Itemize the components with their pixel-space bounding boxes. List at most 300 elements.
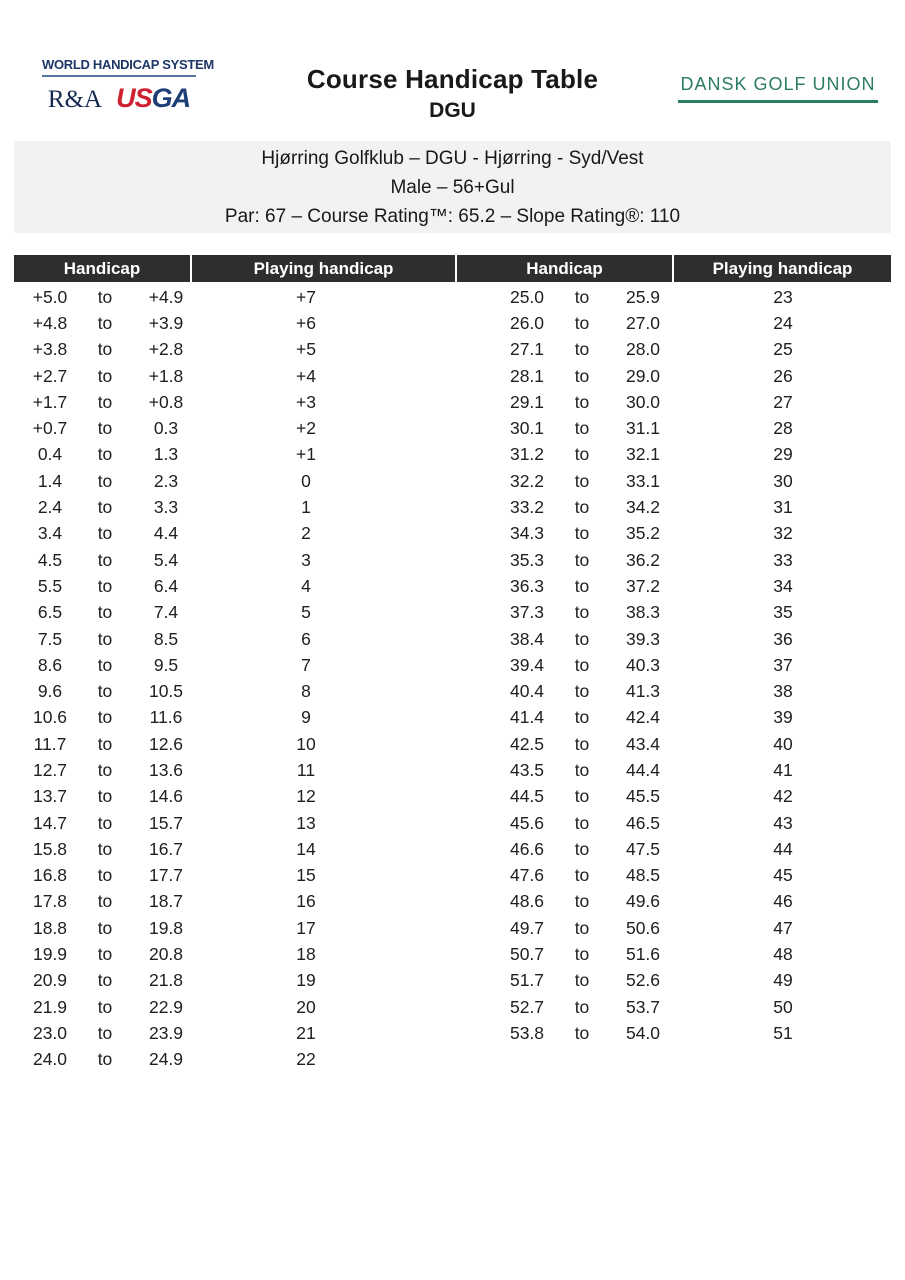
playing-handicap: 8 xyxy=(301,681,311,702)
to-label: to xyxy=(574,391,590,412)
playing-handicap: 31 xyxy=(773,497,793,518)
handicap-to: 2.3 xyxy=(153,470,179,491)
table-row xyxy=(491,915,891,941)
playing-handicap: +5 xyxy=(296,339,316,360)
playing-handicap: 11 xyxy=(296,759,316,780)
playing-handicap: 29 xyxy=(773,444,793,465)
to-label: to xyxy=(574,707,590,728)
handicap-to: 28.0 xyxy=(625,339,661,360)
handicap-from: +5.0 xyxy=(32,286,68,307)
handicap-to: +4.9 xyxy=(148,286,184,307)
handicap-to: 20.8 xyxy=(148,944,184,965)
playing-handicap: 7 xyxy=(301,654,311,675)
playing-handicap: 32 xyxy=(773,523,793,544)
handicap-to: 39.3 xyxy=(625,628,661,649)
table-row xyxy=(14,705,455,731)
to-label: to xyxy=(574,286,590,307)
to-label: to xyxy=(574,444,590,465)
table-row xyxy=(14,731,455,757)
table-row xyxy=(491,363,891,389)
playing-handicap: 49 xyxy=(773,970,793,991)
handicap-to: 34.2 xyxy=(625,497,661,518)
handicap-from: 31.2 xyxy=(509,444,545,465)
handicap-to: 7.4 xyxy=(153,602,179,623)
table-row xyxy=(491,310,891,336)
handicap-from: 7.5 xyxy=(37,628,63,649)
handicap-to: 25.9 xyxy=(625,286,661,307)
to-label: to xyxy=(574,733,590,754)
to-label: to xyxy=(97,970,113,991)
handicap-to: 22.9 xyxy=(148,996,184,1017)
gender-tee-line: Male – 56+Gul xyxy=(390,176,515,198)
handicap-to: 27.0 xyxy=(625,312,661,333)
table-row xyxy=(14,784,455,810)
playing-handicap: 34 xyxy=(773,575,793,596)
handicap-from: +4.8 xyxy=(32,312,68,333)
playing-handicap: 22 xyxy=(296,1049,316,1070)
playing-handicap: 4 xyxy=(301,575,311,596)
to-label: to xyxy=(97,286,113,307)
handicap-to: 47.5 xyxy=(625,838,661,859)
playing-handicap: 46 xyxy=(773,891,793,912)
to-label: to xyxy=(97,865,113,886)
handicap-to: +1.8 xyxy=(148,365,184,386)
handicap-from: 15.8 xyxy=(32,838,68,859)
playing-handicap: 42 xyxy=(773,786,793,807)
table-row xyxy=(491,337,891,363)
handicap-to: +3.9 xyxy=(148,312,184,333)
table-row xyxy=(14,941,455,967)
handicap-to: 54.0 xyxy=(625,1022,661,1043)
table-row xyxy=(14,994,455,1020)
table-row xyxy=(491,415,891,441)
playing-handicap: +4 xyxy=(296,365,316,386)
handicap-from: 21.9 xyxy=(32,996,68,1017)
handicap-from: 11.7 xyxy=(33,733,67,754)
playing-handicap: 28 xyxy=(773,418,793,439)
table-row xyxy=(491,521,891,547)
handicap-from: 34.3 xyxy=(509,523,545,544)
handicap-from: 37.3 xyxy=(509,602,545,623)
handicap-from: 32.2 xyxy=(509,470,545,491)
playing-handicap: 26 xyxy=(773,365,793,386)
playing-handicap: 50 xyxy=(773,996,793,1017)
to-label: to xyxy=(97,418,113,439)
playing-handicap: 15 xyxy=(296,865,316,886)
to-label: to xyxy=(574,812,590,833)
to-label: to xyxy=(97,654,113,675)
to-label: to xyxy=(574,917,590,938)
table-row xyxy=(14,889,455,915)
table-row xyxy=(491,494,891,520)
handicap-to: 16.7 xyxy=(148,838,184,859)
handicap-from: 48.6 xyxy=(509,891,545,912)
handicap-from: 20.9 xyxy=(32,970,68,991)
table-row xyxy=(491,468,891,494)
playing-handicap: +7 xyxy=(296,286,316,307)
to-label: to xyxy=(574,970,590,991)
handicap-to: 24.9 xyxy=(148,1049,184,1070)
to-label: to xyxy=(97,391,113,412)
handicap-from: 5.5 xyxy=(37,575,63,596)
playing-handicap: 36 xyxy=(773,628,793,649)
playing-handicap: 48 xyxy=(773,944,793,965)
col-header-playing-left: Playing handicap xyxy=(192,255,455,282)
col-header-handicap-left: Handicap xyxy=(14,255,190,282)
handicap-from: 35.3 xyxy=(509,549,545,570)
handicap-to: 52.6 xyxy=(625,970,661,991)
handicap-to: 53.7 xyxy=(625,996,661,1017)
handicap-to: +2.8 xyxy=(148,339,184,360)
table-row xyxy=(14,757,455,783)
to-label: to xyxy=(97,681,113,702)
course-name-line: Hjørring Golfklub – DGU - Hjørring - Syd/Vest xyxy=(261,147,644,169)
table-row xyxy=(14,810,455,836)
handicap-from: 53.8 xyxy=(509,1022,545,1043)
playing-handicap: 51 xyxy=(773,1022,793,1043)
table-row xyxy=(14,863,455,889)
document-header xyxy=(0,0,905,141)
playing-handicap: +1 xyxy=(296,444,316,465)
to-label: to xyxy=(97,523,113,544)
table-row xyxy=(491,389,891,415)
playing-handicap: 19 xyxy=(296,970,316,991)
handicap-to: 14.6 xyxy=(148,786,184,807)
usga-logo-us: US xyxy=(116,83,152,113)
table-row xyxy=(491,968,891,994)
playing-handicap: 6 xyxy=(301,628,311,649)
handicap-to: 37.2 xyxy=(625,575,661,596)
playing-handicap: 35 xyxy=(773,602,793,623)
table-row xyxy=(491,705,891,731)
table-row xyxy=(491,784,891,810)
to-label: to xyxy=(97,312,113,333)
handicap-to: 45.5 xyxy=(625,786,661,807)
playing-handicap: 23 xyxy=(773,286,793,307)
handicap-from: 10.6 xyxy=(32,707,68,728)
handicap-from: 47.6 xyxy=(509,865,545,886)
handicap-to: 17.7 xyxy=(148,865,184,886)
handicap-from: 16.8 xyxy=(32,865,68,886)
handicap-table xyxy=(14,255,891,1073)
handicap-to: 1.3 xyxy=(153,444,179,465)
table-row xyxy=(491,442,891,468)
table-row xyxy=(14,284,455,310)
table-row xyxy=(491,600,891,626)
table-row xyxy=(491,547,891,573)
handicap-to: 11.6 xyxy=(149,707,183,728)
table-row xyxy=(14,1047,455,1073)
playing-handicap: +2 xyxy=(296,418,316,439)
to-label: to xyxy=(97,1022,113,1043)
to-label: to xyxy=(97,497,113,518)
handicap-from: 28.1 xyxy=(509,365,545,386)
handicap-from: 50.7 xyxy=(509,944,545,965)
to-label: to xyxy=(97,759,113,780)
playing-handicap: 25 xyxy=(773,339,793,360)
handicap-to: 23.9 xyxy=(148,1022,184,1043)
table-row xyxy=(14,968,455,994)
handicap-from: 51.7 xyxy=(509,970,545,991)
handicap-to: 44.4 xyxy=(625,759,661,780)
table-header-row xyxy=(14,255,891,282)
handicap-to: 33.1 xyxy=(625,470,661,491)
handicap-to: 51.6 xyxy=(625,944,661,965)
table-body xyxy=(14,282,891,1073)
handicap-from: 12.7 xyxy=(32,759,68,780)
playing-handicap: 33 xyxy=(773,549,793,570)
table-row xyxy=(491,836,891,862)
to-label: to xyxy=(574,602,590,623)
handicap-from: 19.9 xyxy=(32,944,68,965)
handicap-to: 21.8 xyxy=(148,970,184,991)
handicap-from: +2.7 xyxy=(32,365,68,386)
table-row xyxy=(14,600,455,626)
to-label: to xyxy=(574,654,590,675)
to-label: to xyxy=(97,1049,113,1070)
to-label: to xyxy=(574,865,590,886)
playing-handicap: 16 xyxy=(296,891,316,912)
handicap-from: 46.6 xyxy=(509,838,545,859)
table-row xyxy=(14,337,455,363)
table-row xyxy=(14,626,455,652)
handicap-from: 9.6 xyxy=(37,681,63,702)
handicap-to: 19.8 xyxy=(148,917,184,938)
to-label: to xyxy=(574,365,590,386)
handicap-from: 18.8 xyxy=(32,917,68,938)
to-label: to xyxy=(97,628,113,649)
to-label: to xyxy=(97,812,113,833)
table-row xyxy=(491,810,891,836)
to-label: to xyxy=(574,944,590,965)
handicap-from: 26.0 xyxy=(509,312,545,333)
to-label: to xyxy=(97,470,113,491)
playing-handicap: 24 xyxy=(773,312,793,333)
usga-logo-ga: GA xyxy=(151,83,191,113)
playing-handicap: 5 xyxy=(301,602,311,623)
playing-handicap: 9 xyxy=(301,707,311,728)
table-row xyxy=(491,889,891,915)
to-label: to xyxy=(97,365,113,386)
handicap-from: 30.1 xyxy=(509,418,545,439)
handicap-to: 18.7 xyxy=(148,891,184,912)
handicap-from: 45.6 xyxy=(509,812,545,833)
handicap-from: 52.7 xyxy=(509,996,545,1017)
playing-handicap: 39 xyxy=(773,707,793,728)
to-label: to xyxy=(97,733,113,754)
playing-handicap: 17 xyxy=(296,917,316,938)
table-row xyxy=(14,389,455,415)
handicap-from: 23.0 xyxy=(32,1022,68,1043)
playing-handicap: 3 xyxy=(301,549,311,570)
handicap-to: 0.3 xyxy=(153,418,179,439)
table-row xyxy=(14,678,455,704)
to-label: to xyxy=(97,838,113,859)
handicap-to: 6.4 xyxy=(153,575,179,596)
ratings-line: Par: 67 – Course Rating™: 65.2 – Slope Rating®: 110 xyxy=(224,205,681,227)
to-label: to xyxy=(574,838,590,859)
dgu-logo-underline xyxy=(678,100,878,103)
table-row xyxy=(14,1020,455,1046)
playing-handicap: 13 xyxy=(296,812,316,833)
handicap-from: 3.4 xyxy=(37,523,63,544)
to-label: to xyxy=(97,917,113,938)
playing-handicap: 44 xyxy=(773,838,793,859)
playing-handicap: 21 xyxy=(296,1022,316,1043)
handicap-to: 5.4 xyxy=(153,549,179,570)
handicap-from: 38.4 xyxy=(509,628,545,649)
handicap-from: 40.4 xyxy=(509,681,545,702)
to-label: to xyxy=(574,312,590,333)
table-row xyxy=(491,994,891,1020)
handicap-from: 13.7 xyxy=(32,786,68,807)
table-row xyxy=(491,626,891,652)
handicap-to: 42.4 xyxy=(625,707,661,728)
handicap-to: 13.6 xyxy=(148,759,184,780)
handicap-from: 1.4 xyxy=(37,470,63,491)
table-row xyxy=(14,547,455,573)
handicap-to: 46.5 xyxy=(625,812,661,833)
page-title: Course Handicap Table xyxy=(306,64,599,94)
to-label: to xyxy=(574,470,590,491)
playing-handicap: 2 xyxy=(301,523,311,544)
handicap-to: 29.0 xyxy=(625,365,661,386)
col-header-playing-right: Playing handicap xyxy=(674,255,891,282)
table-row xyxy=(14,836,455,862)
playing-handicap: 30 xyxy=(773,470,793,491)
to-label: to xyxy=(97,575,113,596)
to-label: to xyxy=(574,549,590,570)
to-label: to xyxy=(574,996,590,1017)
to-label: to xyxy=(97,891,113,912)
playing-handicap: +3 xyxy=(296,391,316,412)
table-row xyxy=(14,468,455,494)
to-label: to xyxy=(574,339,590,360)
handicap-to: 49.6 xyxy=(625,891,661,912)
to-label: to xyxy=(574,628,590,649)
whs-logo-title: WORLD HANDICAP SYSTEM xyxy=(42,57,196,77)
to-label: to xyxy=(574,523,590,544)
playing-handicap: 37 xyxy=(773,654,793,675)
handicap-to: 9.5 xyxy=(153,654,179,675)
to-label: to xyxy=(574,497,590,518)
playing-handicap: 41 xyxy=(773,759,793,780)
playing-handicap: 40 xyxy=(773,733,793,754)
handicap-from: 25.0 xyxy=(509,286,545,307)
to-label: to xyxy=(97,996,113,1017)
handicap-from: 44.5 xyxy=(509,786,545,807)
handicap-to: 36.2 xyxy=(625,549,661,570)
handicap-to: 35.2 xyxy=(625,523,661,544)
to-label: to xyxy=(574,575,590,596)
to-label: to xyxy=(97,944,113,965)
table-row xyxy=(491,284,891,310)
playing-handicap: 38 xyxy=(773,681,793,702)
handicap-from: 36.3 xyxy=(509,575,545,596)
table-row xyxy=(491,731,891,757)
table-row xyxy=(14,652,455,678)
handicap-to: 50.6 xyxy=(625,917,661,938)
table-row xyxy=(14,494,455,520)
to-label: to xyxy=(574,891,590,912)
to-label: to xyxy=(574,786,590,807)
to-label: to xyxy=(574,1022,590,1043)
handicap-from: +0.7 xyxy=(32,418,68,439)
handicap-from: 27.1 xyxy=(509,339,545,360)
handicap-to: 3.3 xyxy=(153,497,179,518)
playing-handicap: 14 xyxy=(296,838,316,859)
handicap-from: 39.4 xyxy=(509,654,545,675)
handicap-from: 14.7 xyxy=(32,812,68,833)
table-row xyxy=(491,678,891,704)
handicap-to: 40.3 xyxy=(625,654,661,675)
to-label: to xyxy=(574,759,590,780)
table-right-half xyxy=(455,284,891,1047)
table-row xyxy=(491,757,891,783)
handicap-from: 33.2 xyxy=(509,497,545,518)
handicap-to: 4.4 xyxy=(153,523,179,544)
table-row xyxy=(491,652,891,678)
handicap-to: 41.3 xyxy=(625,681,661,702)
handicap-from: +1.7 xyxy=(32,391,68,412)
playing-handicap: 12 xyxy=(296,786,316,807)
handicap-from: +3.8 xyxy=(32,339,68,360)
playing-handicap: 18 xyxy=(296,944,316,965)
handicap-to: 31.1 xyxy=(625,418,661,439)
table-row xyxy=(14,310,455,336)
to-label: to xyxy=(97,786,113,807)
table-row xyxy=(491,573,891,599)
to-label: to xyxy=(97,339,113,360)
playing-handicap: 0 xyxy=(301,470,311,491)
playing-handicap: 10 xyxy=(296,733,316,754)
table-row xyxy=(14,415,455,441)
table-row xyxy=(14,915,455,941)
table-row xyxy=(491,863,891,889)
handicap-from: 4.5 xyxy=(37,549,63,570)
playing-handicap: 43 xyxy=(773,812,793,833)
handicap-from: 17.8 xyxy=(32,891,68,912)
to-label: to xyxy=(574,418,590,439)
handicap-to: 30.0 xyxy=(625,391,661,412)
table-row xyxy=(14,573,455,599)
handicap-from: 8.6 xyxy=(37,654,63,675)
handicap-from: 49.7 xyxy=(509,917,545,938)
handicap-to: 32.1 xyxy=(625,444,661,465)
handicap-to: 8.5 xyxy=(153,628,179,649)
table-row xyxy=(491,1020,891,1046)
table-row xyxy=(14,442,455,468)
to-label: to xyxy=(574,681,590,702)
handicap-from: 6.5 xyxy=(37,602,63,623)
table-row xyxy=(491,941,891,967)
page-subtitle: DGU xyxy=(429,99,476,122)
handicap-to: 43.4 xyxy=(625,733,661,754)
playing-handicap: 47 xyxy=(773,917,793,938)
handicap-to: 10.5 xyxy=(148,681,184,702)
table-left-half xyxy=(14,284,455,1073)
playing-handicap: 1 xyxy=(301,497,311,518)
playing-handicap: 45 xyxy=(773,865,793,886)
handicap-from: 24.0 xyxy=(32,1049,68,1070)
to-label: to xyxy=(97,549,113,570)
to-label: to xyxy=(97,707,113,728)
handicap-from: 42.5 xyxy=(509,733,545,754)
handicap-from: 0.4 xyxy=(37,444,63,465)
ra-logo: R&A xyxy=(47,86,103,113)
to-label: to xyxy=(97,444,113,465)
handicap-from: 29.1 xyxy=(509,391,545,412)
